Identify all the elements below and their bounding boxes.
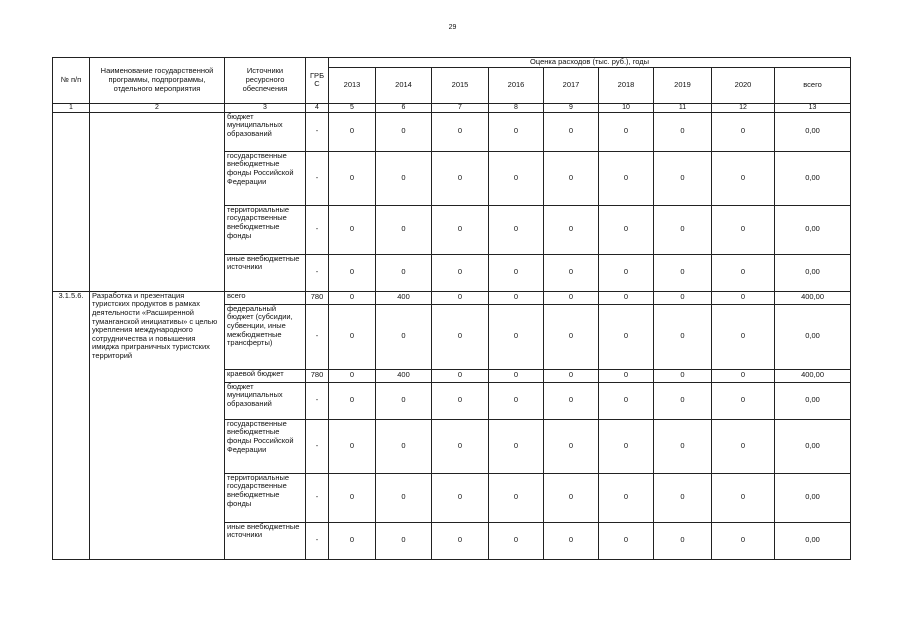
year-value: 0 <box>712 419 775 473</box>
year-value: 400 <box>376 369 432 382</box>
grbs-code: - <box>306 382 329 419</box>
year-value: 0 <box>712 369 775 382</box>
year-value: 0 <box>329 151 376 205</box>
year-value: 0 <box>376 112 432 151</box>
year-value: 0 <box>599 382 654 419</box>
year-value: 0 <box>432 291 489 304</box>
column-numbers-row <box>53 103 851 112</box>
year-value: 0 <box>376 205 432 254</box>
year-value: 0 <box>712 291 775 304</box>
year-value: 0 <box>329 473 376 522</box>
year-value: 0 <box>489 112 544 151</box>
year-value: 0 <box>712 304 775 369</box>
year-value: 0 <box>712 473 775 522</box>
year-value: 400 <box>376 291 432 304</box>
column-number: 12 <box>712 103 775 112</box>
header-grbs: ГРБ С <box>306 58 329 104</box>
grbs-code: - <box>306 151 329 205</box>
year-value: 0 <box>599 419 654 473</box>
column-number: 2 <box>90 103 225 112</box>
row-number <box>53 112 90 291</box>
year-value: 0 <box>329 254 376 291</box>
funding-source: иные внебюджетные источники <box>225 254 306 291</box>
year-value: 0 <box>544 382 599 419</box>
year-value: 0 <box>712 112 775 151</box>
column-number: 5 <box>329 103 376 112</box>
header-year: 2013 <box>329 67 376 103</box>
year-value: 0 <box>489 473 544 522</box>
header-year: 2016 <box>489 67 544 103</box>
year-value: 0 <box>712 254 775 291</box>
funding-source: бюджет муниципальных образований <box>225 112 306 151</box>
total-value: 0,00 <box>775 419 851 473</box>
year-value: 0 <box>544 291 599 304</box>
column-number: 3 <box>225 103 306 112</box>
year-value: 0 <box>329 522 376 559</box>
year-value: 0 <box>376 473 432 522</box>
funding-source: государственные внебюджетные фонды Российской Федерации <box>225 151 306 205</box>
year-value: 0 <box>432 151 489 205</box>
activity-name: Разработка и презентация туристских продуктов в рамках деятельности «Расширенной туманганской инициативы» с целью укрепления международного сотрудничества и повышения имиджа приграничных туристских территорий <box>90 291 225 559</box>
header-year: 2020 <box>712 67 775 103</box>
table-header <box>53 58 851 113</box>
year-value: 0 <box>489 522 544 559</box>
year-value: 0 <box>432 419 489 473</box>
grbs-code: 780 <box>306 369 329 382</box>
year-value: 0 <box>544 419 599 473</box>
grbs-code: - <box>306 473 329 522</box>
total-value: 0,00 <box>775 473 851 522</box>
year-value: 0 <box>654 473 712 522</box>
year-value: 0 <box>432 382 489 419</box>
grbs-code: - <box>306 304 329 369</box>
grbs-code: - <box>306 522 329 559</box>
year-value: 0 <box>329 304 376 369</box>
year-value: 0 <box>544 473 599 522</box>
grbs-code: - <box>306 112 329 151</box>
year-value: 0 <box>654 304 712 369</box>
year-value: 0 <box>654 112 712 151</box>
year-value: 0 <box>654 151 712 205</box>
page-number: 29 <box>448 24 457 31</box>
year-value: 0 <box>489 151 544 205</box>
column-number: 11 <box>654 103 712 112</box>
year-value: 0 <box>544 254 599 291</box>
total-value: 0,00 <box>775 205 851 254</box>
table-body <box>53 112 851 559</box>
budget-table <box>52 57 851 560</box>
year-value: 0 <box>544 205 599 254</box>
funding-source: государственные внебюджетные фонды Российской Федерации <box>225 419 306 473</box>
header-year: 2017 <box>544 67 599 103</box>
year-value: 0 <box>599 205 654 254</box>
year-value: 0 <box>329 369 376 382</box>
header-name: Наименование государственной программы, подпрограммы, отдельного мероприятия <box>90 58 225 104</box>
total-value: 0,00 <box>775 112 851 151</box>
column-number: 7 <box>432 103 489 112</box>
funding-source: территориальные государственные внебюджетные фонды <box>225 473 306 522</box>
total-value: 0,00 <box>775 304 851 369</box>
header-num: № п/п <box>53 58 90 104</box>
column-number: 4 <box>306 103 329 112</box>
funding-source: бюджет муниципальных образований <box>225 382 306 419</box>
column-number: 8 <box>489 103 544 112</box>
year-value: 0 <box>599 291 654 304</box>
funding-source: иные внебюджетные источники <box>225 522 306 559</box>
total-value: 0,00 <box>775 151 851 205</box>
year-value: 0 <box>544 522 599 559</box>
year-value: 0 <box>489 205 544 254</box>
year-value: 0 <box>599 304 654 369</box>
funding-source: территориальные государственные внебюджетные фонды <box>225 205 306 254</box>
year-value: 0 <box>712 522 775 559</box>
year-value: 0 <box>654 205 712 254</box>
table-row <box>53 112 851 151</box>
header-year: 2014 <box>376 67 432 103</box>
table-row <box>53 291 851 304</box>
year-value: 0 <box>376 522 432 559</box>
year-value: 0 <box>329 291 376 304</box>
grbs-code: - <box>306 419 329 473</box>
row-number: 3.1.5.6. <box>53 291 90 559</box>
header-source: Источники ресурсного обеспечения <box>225 58 306 104</box>
year-value: 0 <box>376 304 432 369</box>
column-number: 6 <box>376 103 432 112</box>
total-value: 0,00 <box>775 522 851 559</box>
total-value: 400,00 <box>775 291 851 304</box>
year-value: 0 <box>599 473 654 522</box>
year-value: 0 <box>432 522 489 559</box>
year-value: 0 <box>376 419 432 473</box>
funding-source: федеральный бюджет (субсидии, субвенции, иные межбюджетные трансферты) <box>225 304 306 369</box>
year-value: 0 <box>489 419 544 473</box>
funding-source: краевой бюджет <box>225 369 306 382</box>
year-value: 0 <box>376 151 432 205</box>
column-number: 1 <box>53 103 90 112</box>
column-number: 9 <box>544 103 599 112</box>
year-value: 0 <box>489 382 544 419</box>
total-value: 400,00 <box>775 369 851 382</box>
year-value: 0 <box>599 151 654 205</box>
year-value: 0 <box>329 382 376 419</box>
year-value: 0 <box>432 112 489 151</box>
year-value: 0 <box>489 369 544 382</box>
header-year: 2018 <box>599 67 654 103</box>
year-value: 0 <box>599 254 654 291</box>
grbs-code: - <box>306 254 329 291</box>
total-value: 0,00 <box>775 382 851 419</box>
header-year: 2015 <box>432 67 489 103</box>
year-value: 0 <box>654 254 712 291</box>
year-value: 0 <box>544 112 599 151</box>
year-value: 0 <box>712 205 775 254</box>
grbs-code: - <box>306 205 329 254</box>
year-value: 0 <box>432 473 489 522</box>
year-value: 0 <box>489 304 544 369</box>
year-value: 0 <box>489 291 544 304</box>
year-value: 0 <box>544 151 599 205</box>
header-total: всего <box>775 67 851 103</box>
year-value: 0 <box>329 112 376 151</box>
header-estimate: Оценка расходов (тыс. руб.), годы <box>329 58 851 68</box>
year-value: 0 <box>712 151 775 205</box>
grbs-code: 780 <box>306 291 329 304</box>
year-value: 0 <box>432 254 489 291</box>
year-value: 0 <box>654 522 712 559</box>
year-value: 0 <box>376 382 432 419</box>
year-value: 0 <box>712 382 775 419</box>
year-value: 0 <box>489 254 544 291</box>
year-value: 0 <box>654 419 712 473</box>
year-value: 0 <box>329 419 376 473</box>
year-value: 0 <box>599 112 654 151</box>
column-number: 10 <box>599 103 654 112</box>
year-value: 0 <box>432 369 489 382</box>
total-value: 0,00 <box>775 254 851 291</box>
column-number: 13 <box>775 103 851 112</box>
year-value: 0 <box>432 205 489 254</box>
year-value: 0 <box>329 205 376 254</box>
activity-name <box>90 112 225 291</box>
year-value: 0 <box>544 304 599 369</box>
year-value: 0 <box>599 369 654 382</box>
year-value: 0 <box>654 369 712 382</box>
year-value: 0 <box>432 304 489 369</box>
year-value: 0 <box>654 382 712 419</box>
year-value: 0 <box>599 522 654 559</box>
year-value: 0 <box>654 291 712 304</box>
header-year: 2019 <box>654 67 712 103</box>
funding-source: всего <box>225 291 306 304</box>
year-value: 0 <box>544 369 599 382</box>
year-value: 0 <box>376 254 432 291</box>
